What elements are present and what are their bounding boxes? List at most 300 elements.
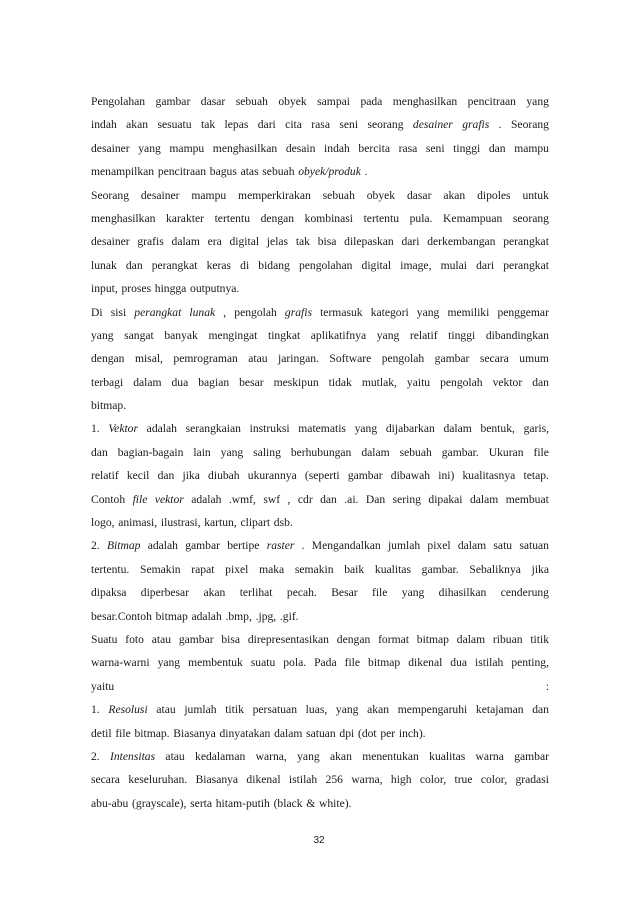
word: yang — [401, 586, 425, 600]
word: Mengandalkan — [311, 539, 381, 553]
word: atau — [248, 352, 268, 366]
word: lunak — [91, 258, 117, 272]
word: bitmap — [155, 609, 188, 623]
word: penggemar — [497, 305, 549, 319]
word: yaitu — [406, 375, 431, 389]
word: dalam — [457, 539, 487, 553]
word: warna-warni — [91, 656, 150, 670]
word: mampu — [191, 188, 227, 202]
word: diperbesar — [140, 586, 190, 600]
word: membentuk — [188, 656, 243, 670]
word: proses — [121, 282, 152, 296]
word: besar — [239, 375, 264, 389]
word: file — [115, 726, 131, 740]
word: pengolah — [234, 305, 277, 319]
word: serta — [190, 796, 213, 810]
word: terbagi — [91, 375, 124, 389]
word: besar.Contoh — [91, 609, 152, 623]
word: atas — [240, 165, 259, 179]
word: bagian-bagain — [117, 445, 184, 459]
text-line — [91, 324, 549, 347]
word: pengolah — [440, 375, 483, 389]
word: pula. — [409, 211, 433, 225]
word: format — [378, 632, 409, 646]
word: Biasanya — [195, 773, 239, 787]
word: pengolah — [381, 352, 425, 366]
word: bidang — [258, 258, 290, 272]
word: membuat — [505, 492, 549, 506]
word: istilah — [475, 656, 504, 670]
word: bentuk, — [480, 422, 515, 436]
word: era — [207, 235, 222, 249]
word: hingga — [154, 282, 187, 296]
word: obyek — [366, 188, 396, 202]
word: seorang — [512, 211, 549, 225]
word: desainer — [140, 188, 180, 202]
word: foto — [125, 632, 144, 646]
word: .wmf, — [228, 492, 256, 506]
text-line — [91, 698, 549, 721]
word: dengan — [260, 211, 295, 225]
word: dalam — [133, 375, 162, 389]
word: ilustrasi, — [160, 516, 201, 530]
word: direpresentasikan — [247, 632, 329, 646]
italic-word: file — [132, 492, 148, 506]
word: yang — [138, 141, 161, 155]
word: adalah — [147, 539, 178, 553]
word: secara — [479, 352, 509, 366]
word: dengan — [336, 632, 371, 646]
word: jika — [182, 469, 200, 483]
word: perangkat — [503, 258, 549, 272]
text-line — [91, 511, 549, 534]
word: jika — [531, 562, 549, 576]
word: menghasilkan — [91, 211, 156, 225]
text-line — [91, 160, 549, 183]
word: yaitu — [91, 679, 115, 693]
word: digital — [229, 235, 260, 249]
word: jumlah — [184, 703, 217, 717]
word: pecah. — [286, 586, 317, 600]
word: bagian — [198, 375, 230, 389]
word: Pengolahan — [91, 95, 146, 108]
word: color, — [419, 773, 447, 787]
word: dan — [125, 258, 143, 272]
text-line — [91, 488, 549, 511]
word: satuan — [306, 726, 336, 740]
text-line — [91, 534, 549, 557]
text-line — [91, 745, 549, 768]
word: yang — [297, 749, 320, 763]
word: mulai — [440, 258, 467, 272]
word: digital — [361, 258, 392, 272]
italic-word: desainer — [412, 118, 453, 132]
word: dan — [91, 445, 108, 459]
word: white). — [318, 796, 352, 810]
text-line — [91, 137, 549, 160]
word: pada — [360, 95, 383, 108]
text-line — [91, 277, 549, 300]
text-line — [91, 417, 549, 440]
word: akan — [126, 118, 149, 132]
word: high — [390, 773, 412, 787]
word: 256 — [325, 773, 343, 787]
word: keras — [206, 258, 232, 272]
word: .jpg, — [255, 609, 277, 623]
word: Semakin — [140, 562, 181, 576]
word: umum — [519, 352, 549, 366]
word: gambar — [514, 749, 549, 763]
word: dua — [450, 656, 468, 670]
word: cita — [285, 118, 302, 132]
word: di — [240, 258, 250, 272]
word: Contoh — [91, 492, 126, 506]
word: detil — [91, 726, 112, 740]
word: , — [287, 492, 291, 506]
word: Software — [329, 352, 372, 366]
word: dikenal — [408, 656, 443, 670]
word: dasar — [200, 95, 226, 108]
word: mutlak, — [361, 375, 397, 389]
word: tetap. — [523, 469, 549, 483]
word: akan — [329, 749, 352, 763]
word: 1. — [91, 703, 100, 717]
word: karakter — [166, 211, 204, 225]
word: kualitas — [429, 749, 466, 763]
word: memiliki — [447, 305, 490, 319]
word: color, — [480, 773, 508, 787]
word: pemrograman — [173, 352, 238, 366]
word: tingkat — [267, 328, 301, 342]
italic-word: perangkat — [134, 305, 182, 319]
word: untuk — [522, 188, 549, 202]
word: (dot — [357, 726, 377, 740]
word: menghasilkan — [212, 141, 278, 155]
word: dan — [488, 141, 506, 155]
italic-word: obyek/produk — [298, 165, 361, 179]
italic-word: raster — [266, 539, 295, 553]
word: & — [306, 796, 316, 810]
word: abu-abu — [91, 796, 129, 810]
word: yang — [220, 445, 244, 459]
text-line — [91, 675, 549, 698]
word: gambar — [155, 95, 191, 108]
word: ribuan — [492, 632, 523, 646]
word: sampai — [317, 95, 350, 108]
word: mengingat — [208, 328, 258, 342]
word: desainer — [91, 141, 130, 155]
word: dari — [476, 258, 495, 272]
word: sesuatu — [157, 118, 192, 132]
word: meskipun — [273, 375, 319, 389]
word: rasa — [311, 118, 330, 132]
word: gambar. — [421, 562, 459, 576]
italic-word: lunak — [189, 305, 216, 319]
word: dpi — [339, 726, 355, 740]
word: banyak — [164, 328, 198, 342]
word: dalam — [443, 422, 472, 436]
word: ketajaman — [475, 703, 524, 717]
word: image, — [400, 258, 432, 272]
word: adalah — [146, 422, 177, 436]
text-line — [91, 207, 549, 230]
word: pengolahan — [298, 258, 353, 272]
word: menampilkan — [91, 165, 155, 179]
word: Sebaliknya — [469, 562, 521, 576]
word: kualitasnya — [462, 469, 516, 483]
word: mampu — [514, 141, 549, 155]
word: Suatu — [91, 632, 118, 646]
body-text — [91, 90, 549, 815]
word: gambar — [434, 352, 470, 366]
word: dijabarkan — [385, 422, 435, 436]
word: dari — [257, 118, 276, 132]
text-line — [91, 628, 549, 651]
word: file — [371, 586, 388, 600]
word: mampu — [169, 141, 205, 155]
word: satu — [493, 539, 513, 553]
word: Seorang — [510, 118, 549, 132]
word: relatif — [91, 469, 119, 483]
word: dan — [157, 469, 175, 483]
word: yang — [335, 703, 359, 717]
word: 2. — [91, 539, 100, 553]
text-line — [91, 184, 549, 207]
word: grafis — [137, 235, 164, 249]
word: . — [364, 165, 368, 179]
word: file — [344, 656, 361, 670]
word: garis, — [523, 422, 549, 436]
word: (seperti — [304, 469, 340, 483]
page-number: 32 — [313, 835, 325, 846]
word: rapat — [191, 562, 215, 576]
word: ini) — [438, 469, 455, 483]
word: true — [454, 773, 473, 787]
word: bisa — [317, 235, 337, 249]
word: bisa — [221, 632, 241, 646]
word: tak — [295, 235, 310, 249]
word: dalam — [171, 235, 200, 249]
word: dipakai — [428, 492, 463, 506]
word: gambar — [347, 469, 383, 483]
word: baik — [344, 562, 365, 576]
word: Dan — [365, 492, 386, 506]
word: dasar — [406, 188, 432, 202]
text-line — [91, 651, 549, 674]
word: .gif. — [279, 609, 299, 623]
italic-word: vektor — [154, 492, 184, 506]
word: sangat — [124, 328, 154, 342]
word: desainer — [91, 235, 130, 249]
word: yang — [157, 656, 181, 670]
word: yang — [526, 95, 549, 108]
word: dibandingkan — [485, 328, 549, 342]
word: seni — [339, 118, 359, 132]
word: bitmap. — [134, 726, 170, 740]
word: misal, — [134, 352, 163, 366]
word: atau — [151, 632, 172, 646]
word: dalam — [274, 726, 303, 740]
word: secara — [91, 773, 120, 787]
word: tak — [200, 118, 216, 132]
italic-word: Resolusi — [108, 703, 148, 717]
word: kualitas — [374, 562, 411, 576]
word: gambar — [185, 539, 220, 553]
word: obyek — [278, 95, 307, 108]
italic-word: grafis — [462, 118, 490, 132]
text-line — [91, 90, 549, 113]
word: indah — [91, 118, 117, 132]
word: pencitraan — [467, 95, 516, 108]
word: warna, — [351, 773, 383, 787]
word: adalah — [191, 609, 222, 623]
word: 1. — [91, 422, 100, 436]
word: rasa — [398, 141, 418, 155]
word: . — [301, 539, 305, 553]
word: yang — [354, 422, 378, 436]
word: warna — [475, 749, 504, 763]
word: yang — [91, 328, 114, 342]
word: tinggi — [453, 141, 481, 155]
word: inch). — [398, 726, 426, 740]
word: Di — [91, 305, 103, 319]
word: serangkaian — [185, 422, 241, 436]
word: maka — [259, 562, 285, 576]
word: bitmap — [368, 656, 401, 670]
word: gambar — [178, 632, 214, 646]
word: pola. — [283, 656, 307, 670]
word: (black — [273, 796, 303, 810]
word: 2. — [91, 749, 100, 763]
word: dsb. — [273, 516, 293, 530]
word: dipaksa — [91, 586, 127, 600]
text-line — [91, 301, 549, 324]
word: cdr — [297, 492, 313, 506]
word: jelas — [266, 235, 289, 249]
text-line — [91, 371, 549, 394]
word: bitmap — [416, 632, 449, 646]
text-line — [91, 768, 549, 791]
word: bagus — [209, 165, 237, 179]
text-line — [91, 605, 549, 628]
word: Ukuran — [488, 445, 524, 459]
word: tertentu. — [91, 562, 130, 576]
word: perangkat — [151, 258, 198, 272]
word: dan — [532, 703, 549, 717]
word: per — [380, 726, 396, 740]
word: desain — [285, 141, 316, 155]
word: dan — [532, 375, 549, 389]
word: logo, — [91, 516, 115, 530]
word: instruksi — [249, 422, 290, 436]
word: ukurannya — [247, 469, 297, 483]
italic-word: Intensitas — [110, 749, 156, 763]
word: cenderung — [500, 586, 549, 600]
word: warna, — [255, 749, 287, 763]
word: titik — [530, 632, 549, 646]
word: satuan — [519, 539, 549, 553]
word: atau — [165, 749, 185, 763]
word: mempengaruhi — [397, 703, 468, 717]
word: kecil — [126, 469, 150, 483]
word: , — [223, 305, 227, 319]
word: tertentu — [363, 211, 399, 225]
text-line — [91, 394, 549, 417]
word: . — [498, 118, 502, 132]
word: penting, — [511, 656, 549, 670]
text-line — [91, 230, 549, 253]
word: Pada — [314, 656, 337, 670]
word: termasuk — [320, 305, 363, 319]
word: sebuah — [235, 95, 268, 108]
word: suatu — [250, 656, 276, 670]
word: persatuan — [252, 703, 297, 717]
italic-word: grafis — [284, 305, 312, 319]
word: bertipe — [227, 539, 260, 553]
word: perangkat — [503, 235, 549, 249]
word: berhubungan — [290, 445, 352, 459]
word: kartun, — [204, 516, 237, 530]
word: input, — [91, 282, 118, 296]
word: memperkirakan — [238, 188, 311, 202]
word: aplikatifnya — [310, 328, 367, 342]
word: dari — [401, 235, 420, 249]
word: dipoles — [477, 188, 511, 202]
word: tinggi — [448, 328, 476, 342]
word: akan — [367, 703, 390, 717]
word: yang — [416, 305, 440, 319]
word: lain — [193, 445, 211, 459]
word: semakin — [294, 562, 334, 576]
word: Biasanya — [173, 726, 216, 740]
word: dihasilkan — [438, 586, 487, 600]
word: sebuah — [262, 165, 295, 179]
word: istilah — [288, 773, 318, 787]
word: dan — [320, 492, 337, 506]
word: .bmp, — [225, 609, 252, 623]
word: lepas — [224, 118, 249, 132]
word: dalam — [469, 492, 499, 506]
word: derkembangan — [427, 235, 496, 249]
word: dikenal — [246, 773, 281, 787]
word: hitam-putih — [215, 796, 270, 810]
word: sisi — [110, 305, 127, 319]
word: .ai. — [344, 492, 359, 506]
word: kategori — [370, 305, 409, 319]
word: menentukan — [362, 749, 419, 763]
word: sering — [392, 492, 421, 506]
word: animasi, — [118, 516, 158, 530]
word: bercita — [358, 141, 390, 155]
word: dibawah — [390, 469, 431, 483]
text-line — [91, 347, 549, 370]
word: saling — [253, 445, 281, 459]
word: dalam — [361, 445, 390, 459]
word: vektor — [492, 375, 523, 389]
word: sebuah — [399, 445, 432, 459]
text-line — [91, 464, 549, 487]
word: : — [545, 679, 549, 693]
word: luas, — [305, 703, 328, 717]
word: swf — [263, 492, 281, 506]
word: pixel — [427, 539, 451, 553]
word: terlihat — [239, 586, 273, 600]
word: adalah — [191, 492, 222, 506]
word: menghasilkan — [392, 95, 458, 108]
word: indah — [324, 141, 350, 155]
word: keseluruhan. — [128, 773, 188, 787]
word: outputnya. — [190, 282, 240, 296]
